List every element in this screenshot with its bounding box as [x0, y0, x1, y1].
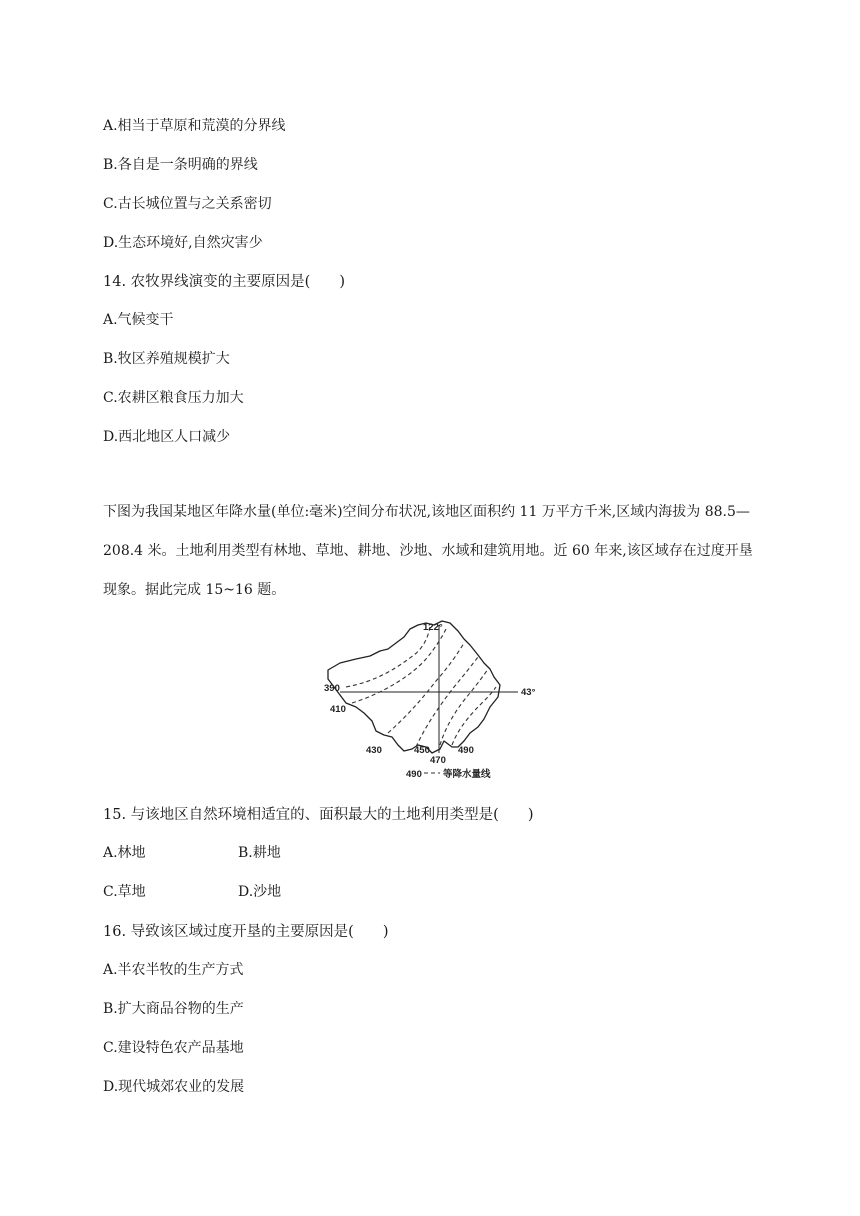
isohyet-390	[346, 627, 430, 687]
latitude-label: 43°	[521, 687, 536, 698]
isohyet-430	[388, 643, 464, 733]
q16-stem: 16. 导致该区域过度开垦的主要原因是( )	[103, 924, 389, 940]
isohyet-label-470: 470	[430, 755, 446, 766]
q14-option-c: C.农耕区粮食压力加大	[103, 390, 244, 406]
isohyet-label-450: 450	[414, 745, 430, 756]
legend-value: 490	[406, 769, 422, 780]
isohyet-label-390: 390	[324, 683, 340, 694]
q14-option-d: D.西北地区人口减少	[103, 429, 231, 445]
q13-option-a: A.相当于草原和荒漠的分界线	[103, 118, 286, 134]
q16-option-c: C.建设特色农产品基地	[103, 1040, 244, 1056]
region-outline	[328, 621, 500, 753]
q14-option-a: A.气候变干	[103, 312, 174, 328]
q15-option-d: D.沙地	[238, 884, 282, 900]
q14-stem: 14. 农牧界线演变的主要原因是( )	[103, 274, 345, 290]
isohyet-label-430: 430	[366, 745, 382, 756]
q13-option-d: D.生态环境好,自然灾害少	[103, 235, 263, 251]
q16-option-a: A.半农半牧的生产方式	[103, 962, 244, 978]
legend-label: 等降水量线	[443, 769, 491, 780]
q14-option-b: B.牧区养殖规模扩大	[103, 351, 230, 367]
passage-text: 下图为我国某地区年降水量(单位:毫米)空间分布状况,该地区面积约 11 万平方千米,区域内海拔为 88.5—208.4 米。土地利用类型有林地、草地、耕地、沙地、水域和建筑用地。近 60 年来,该区域存在过度开垦现象。据此完成 15~16 题。	[103, 504, 753, 598]
q15-stem: 15. 与该地区自然环境相适宜的、面积最大的土地利用类型是( )	[103, 807, 534, 823]
isohyet-450	[416, 657, 478, 747]
isohyet-490	[452, 687, 496, 745]
q16-option-b: B.扩大商品谷物的生产	[103, 1001, 244, 1017]
isohyet-label-410: 410	[330, 704, 346, 715]
q15-option-b: B.耕地	[238, 845, 281, 861]
longitude-label: 122°	[423, 622, 443, 633]
isohyet-470	[440, 669, 488, 745]
q13-option-b: B.各自是一条明确的界线	[103, 157, 258, 173]
q15-option-c: C.草地	[103, 884, 146, 900]
q15-option-a: A.林地	[103, 845, 146, 861]
isohyet-label-490: 490	[458, 745, 474, 756]
q16-option-d: D.现代城郊农业的发展	[103, 1079, 245, 1095]
q13-option-c: C.古长城位置与之关系密切	[103, 196, 272, 212]
precipitation-map	[318, 615, 543, 785]
